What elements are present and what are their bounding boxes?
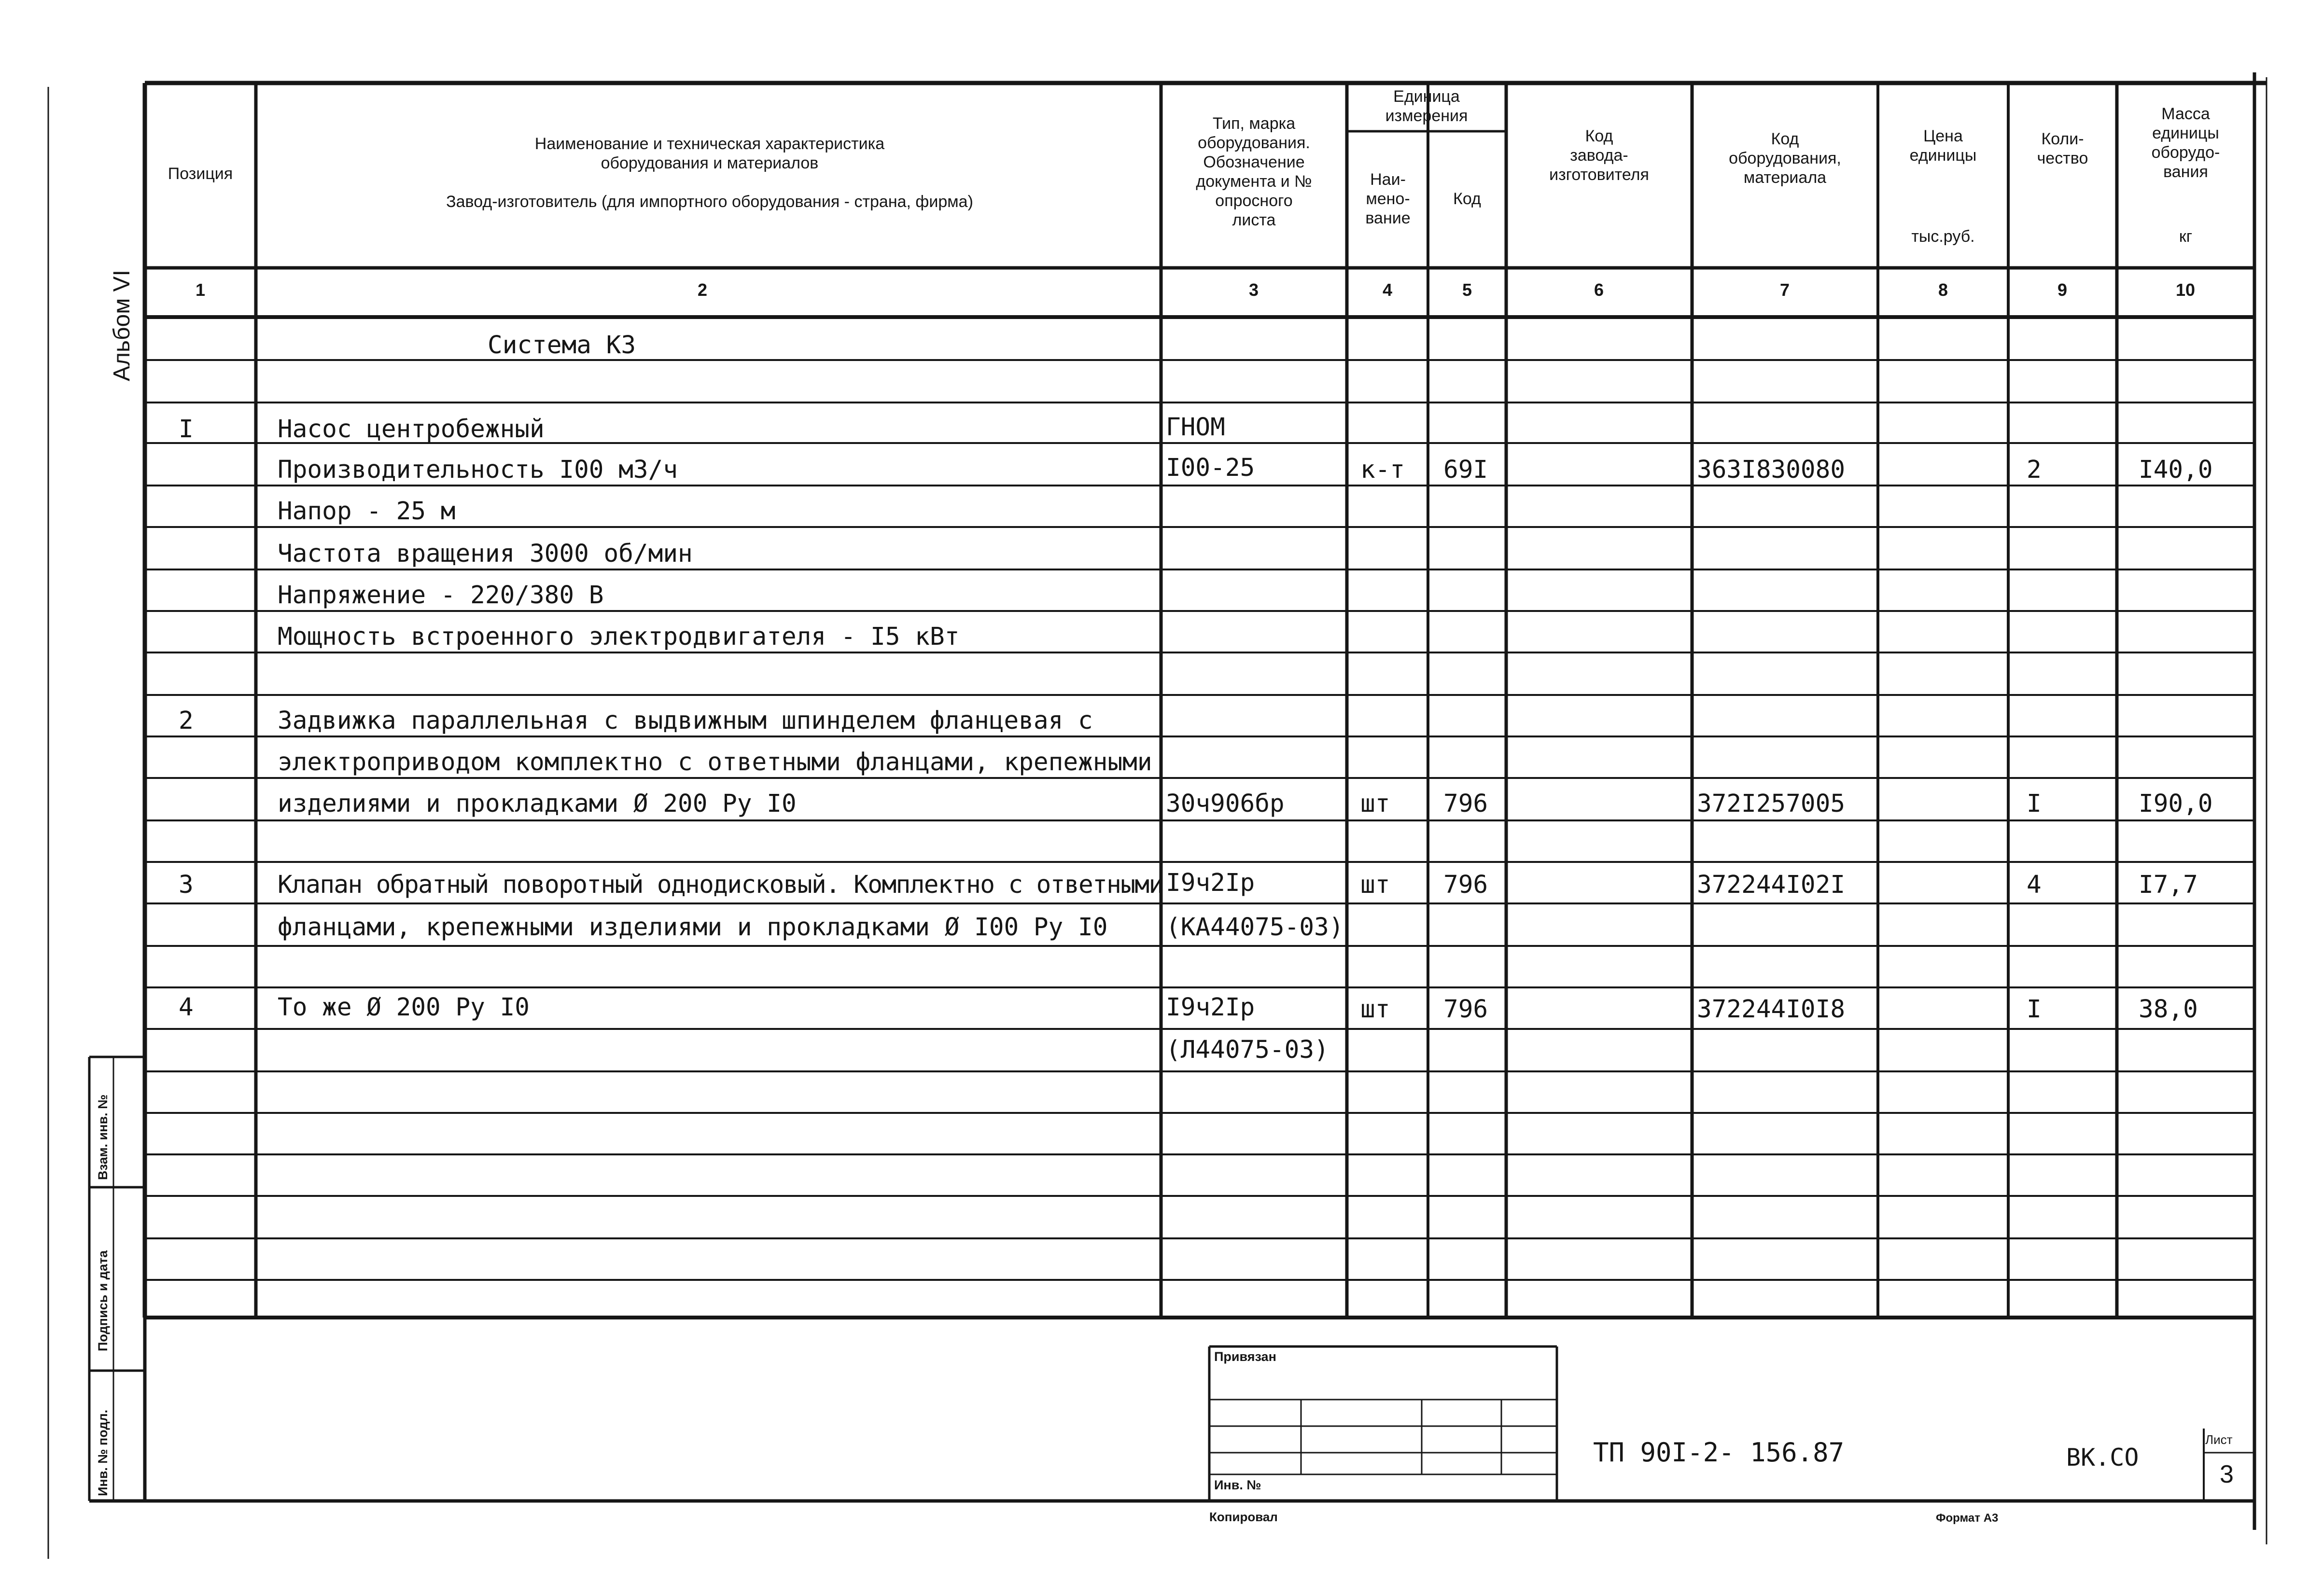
item-name: То же Ø 200 Ру I0	[278, 993, 530, 1022]
header-plant-code: Код завода- изготовителя	[1549, 127, 1649, 184]
position-number: 4	[179, 993, 194, 1022]
document-mark: ВК.СО	[2066, 1443, 2139, 1471]
item-name: Клапан обратный поворотный однодисковый. Комплектно с ответными	[278, 871, 1163, 899]
column-number: 2	[697, 280, 708, 300]
item-name: Мощность встроенного электродвигателя - I5 кВт	[278, 623, 960, 651]
header-equip-code: Код оборудования, материала	[1729, 130, 1841, 187]
position-number: 3	[179, 871, 194, 899]
item-type: ГНОМ	[1166, 413, 1225, 442]
item-mass: I40,0	[2139, 456, 2213, 484]
item-type: 30ч906бр	[1166, 790, 1285, 818]
item-quantity: 4	[2027, 871, 2042, 899]
item-type: I00-25	[1166, 454, 1255, 482]
item-name: Задвижка параллельная с выдвижным шпинделем фланцевая с	[278, 707, 1093, 735]
section-title: Система К3	[488, 331, 636, 360]
title-privyazan: Привязан	[1214, 1349, 1276, 1364]
item-unit: шт	[1360, 871, 1390, 899]
header-mass-unit: кг	[2179, 227, 2193, 246]
item-unit-code: 796	[1443, 790, 1488, 818]
header-unit-code: Код	[1453, 190, 1481, 208]
item-quantity: 2	[2027, 456, 2042, 484]
album-label: Альбом VI	[109, 270, 135, 381]
item-unit: к-т	[1360, 456, 1405, 484]
position-number: 2	[179, 707, 194, 735]
header-name: Наименование и техническая характеристика оборудования и материалов Завод-изготовитель (для импортного оборудования - страна, фирма)	[446, 135, 973, 211]
header-position: Позиция	[168, 165, 233, 183]
item-name: электроприводом комплектно с ответными фланцами, крепежными	[278, 748, 1152, 777]
item-name: Производительность I00 м3/ч	[278, 456, 678, 484]
item-name: фланцами, крепежными изделиями и прокладками Ø I00 Ру I0	[278, 913, 1108, 942]
item-type: (КА44075-03)	[1166, 913, 1344, 942]
item-mass: 38,0	[2139, 995, 2198, 1024]
header-mass: Масса единицы оборудо- вания	[2151, 105, 2220, 181]
header-type: Тип, марка оборудования. Обозначение документа и № опросного листа	[1196, 114, 1312, 229]
stamp-podpis-data: Подпись и дата	[96, 1250, 110, 1351]
header-quantity: Коли- чество	[2037, 130, 2088, 167]
item-equip-code: 363I830080	[1697, 456, 1846, 484]
item-name: Частота вращения 3000 об/мин	[278, 540, 693, 568]
item-name: Напор - 25 м	[278, 497, 456, 526]
item-type: (Л44075-03)	[1166, 1036, 1329, 1064]
header-unit-name: Наи- мено- вание	[1365, 170, 1411, 227]
stamp-inv-podl: Инв. № подл.	[96, 1409, 110, 1496]
item-type: I9ч2Iр	[1166, 869, 1255, 897]
item-unit-code: 796	[1443, 871, 1488, 899]
document-code: ТП 90I-2- 156.87	[1593, 1437, 1845, 1468]
title-inv-no: Инв. №	[1214, 1478, 1261, 1492]
column-number: 9	[2057, 280, 2068, 300]
item-unit-code: 69I	[1443, 456, 1488, 484]
item-type: I9ч2Iр	[1166, 993, 1255, 1022]
position-number: I	[179, 415, 194, 444]
item-equip-code: 372I257005	[1697, 790, 1846, 818]
column-number: 3	[1248, 280, 1259, 300]
item-unit: шт	[1360, 790, 1390, 818]
item-name: Напряжение - 220/380 В	[278, 581, 604, 610]
column-number: 7	[1779, 280, 1790, 300]
item-unit-code: 796	[1443, 995, 1488, 1024]
column-number: 8	[1938, 280, 1948, 300]
item-name: изделиями и прокладками Ø 200 Ру I0	[278, 790, 797, 818]
sheet-number: 3	[2220, 1460, 2234, 1488]
item-quantity: I	[2027, 995, 2042, 1024]
stamp-vzam-inv: Взам. инв. №	[96, 1094, 110, 1180]
item-mass: I90,0	[2139, 790, 2213, 818]
item-equip-code: 372244I02I	[1697, 871, 1846, 899]
header-price-unit: тыс.руб.	[1911, 227, 1975, 246]
column-number: 4	[1382, 280, 1393, 300]
item-equip-code: 372244I0I8	[1697, 995, 1846, 1024]
header-unit-group: Единица измерения	[1385, 87, 1468, 125]
item-unit: шт	[1360, 995, 1390, 1024]
sheet-label: Лист	[2205, 1432, 2233, 1447]
footer-copied: Копировал	[1209, 1510, 1278, 1524]
item-name: Насос центробежный	[278, 415, 545, 444]
item-quantity: I	[2027, 790, 2042, 818]
column-number: 5	[1462, 280, 1472, 300]
item-mass: I7,7	[2139, 871, 2198, 899]
column-number: 1	[195, 280, 206, 300]
header-price: Цена единицы	[1909, 127, 1977, 165]
footer-format: Формат А3	[1936, 1512, 1999, 1525]
column-number: 6	[1594, 280, 1604, 300]
column-number: 10	[2175, 280, 2196, 300]
